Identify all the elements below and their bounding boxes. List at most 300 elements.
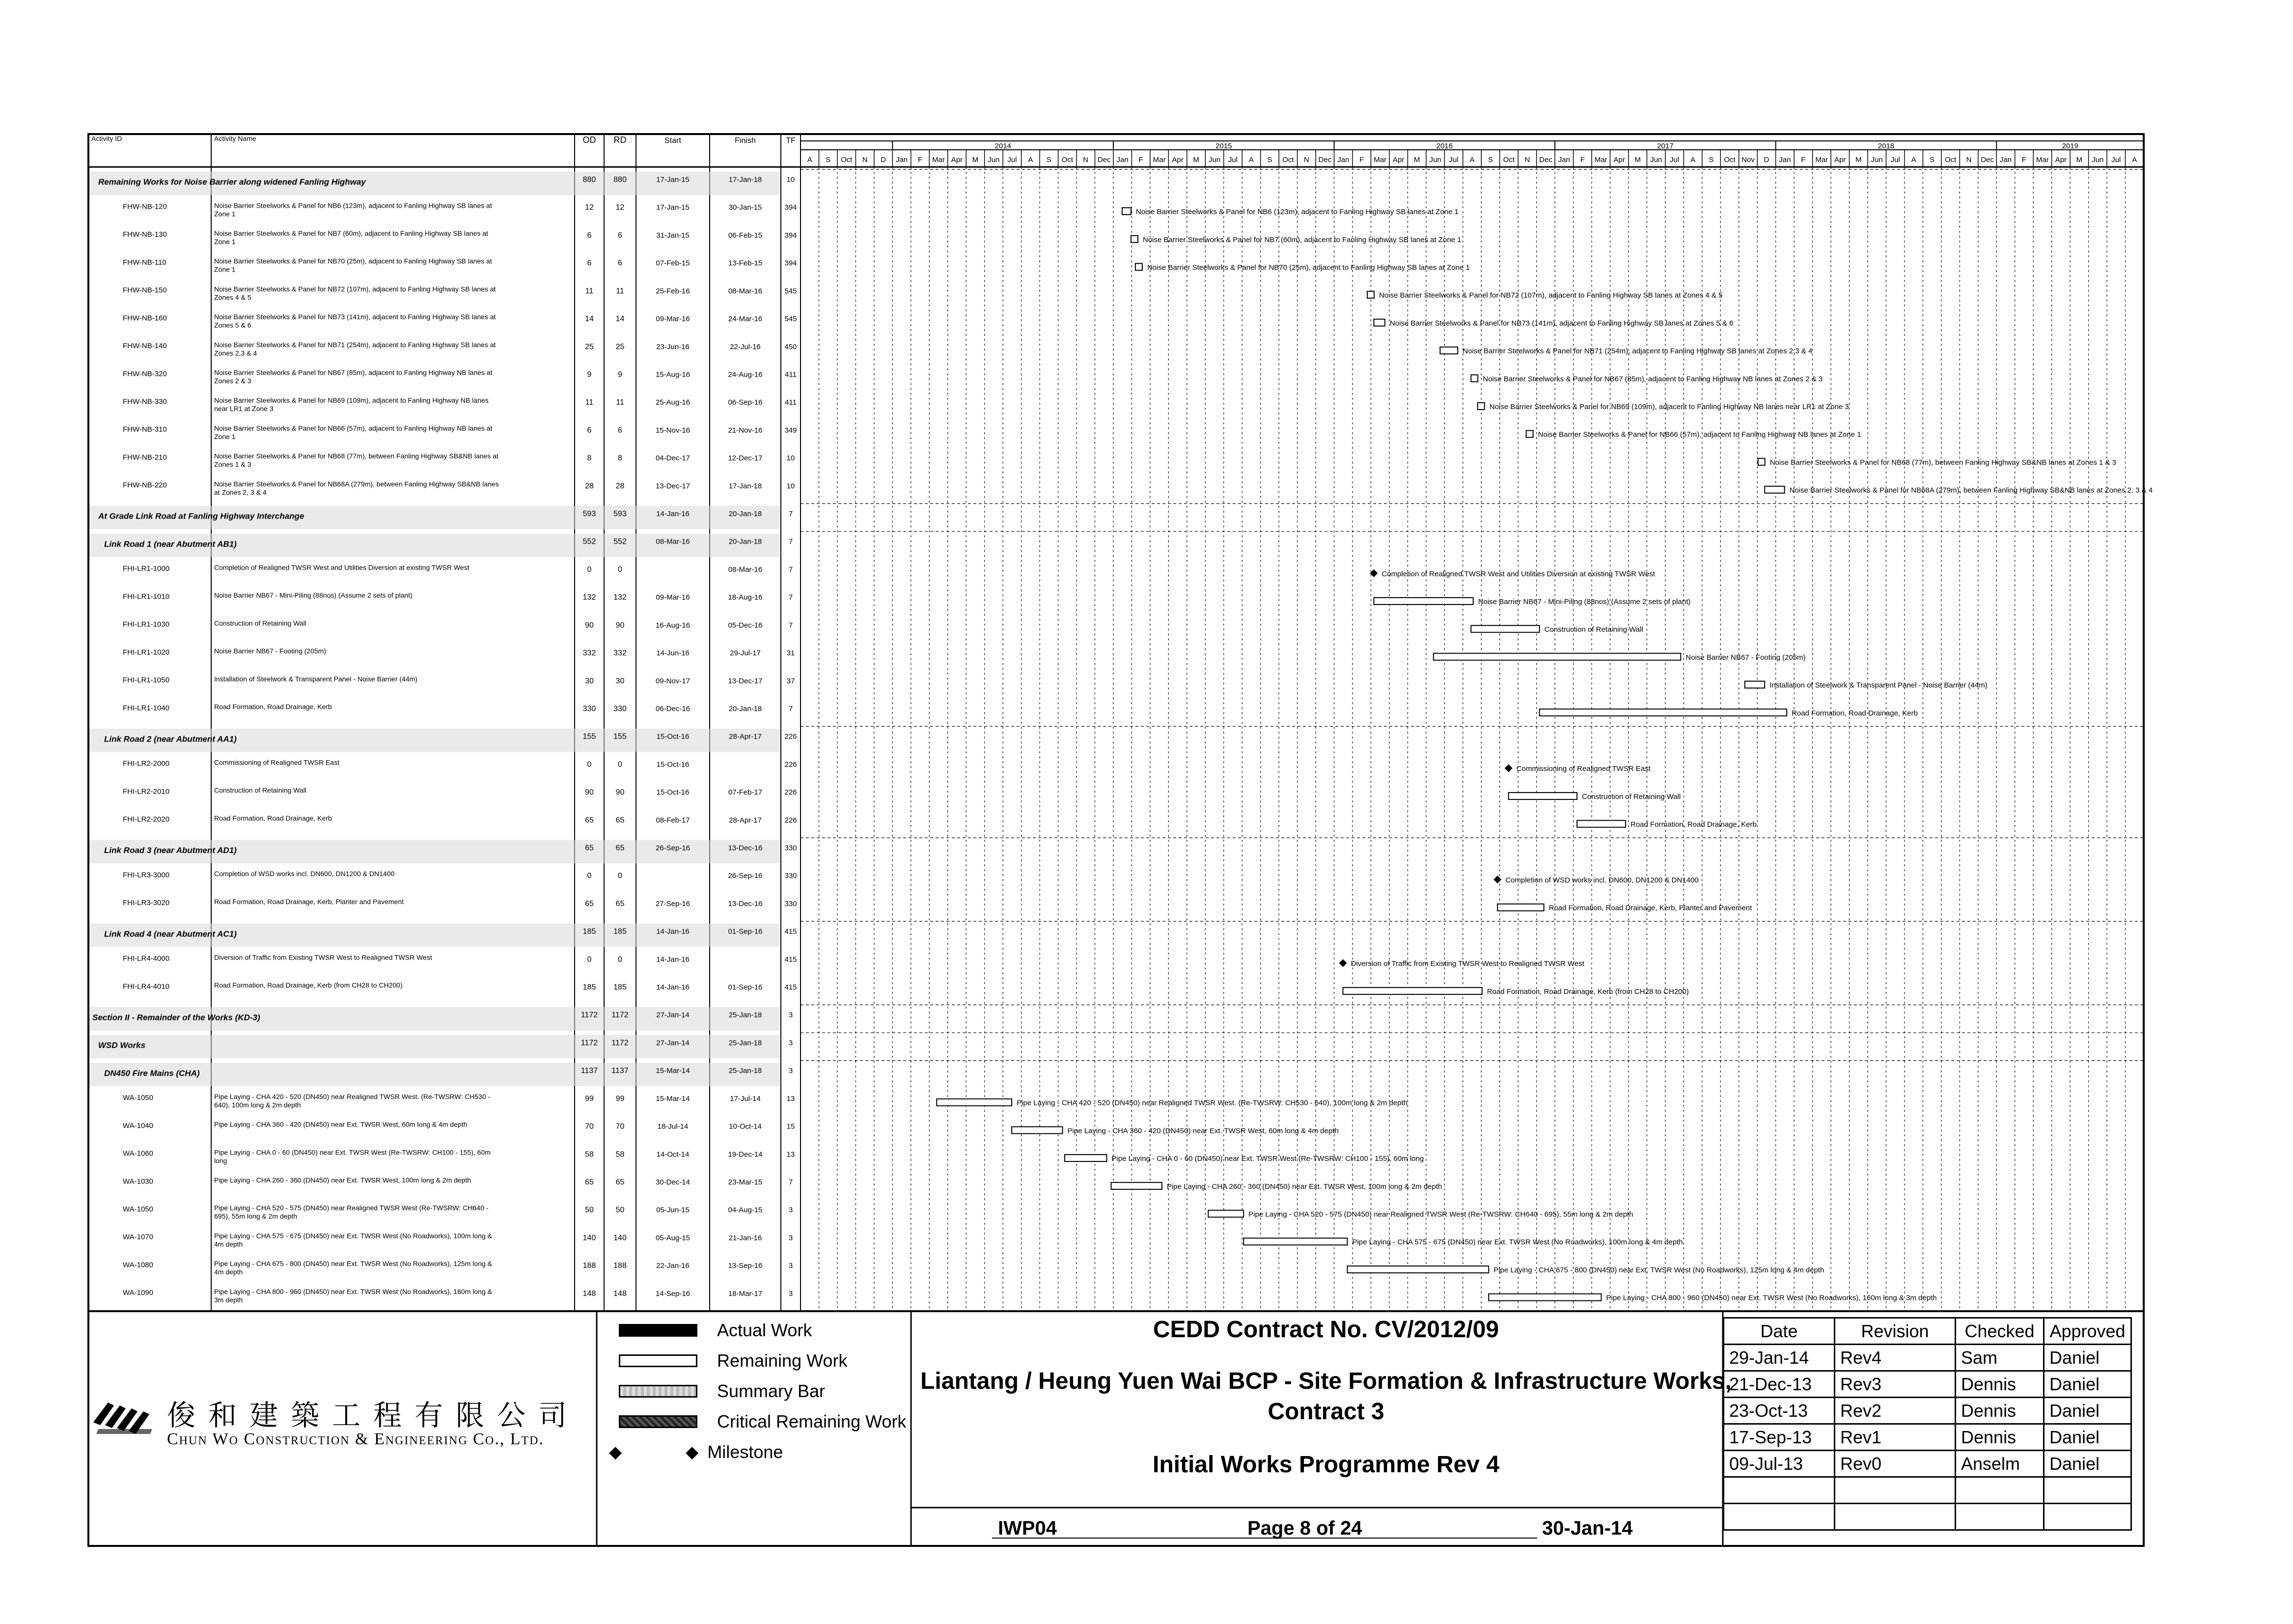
start-date-cell: 14-Jan-16 bbox=[656, 955, 690, 964]
activity-name-cell: 4m depth bbox=[214, 1268, 243, 1276]
contract-number: CEDD Contract No. CV/2012/09 bbox=[1153, 1317, 1499, 1343]
start-date-cell: 08-Mar-16 bbox=[656, 537, 690, 546]
column-header-activity-id: Activity ID bbox=[91, 135, 122, 142]
remaining-duration-cell: 30 bbox=[615, 677, 625, 686]
finish-date-cell: 25-Jan-18 bbox=[728, 1067, 762, 1075]
activity-name-cell: Noise Barrier Steelworks & Panel for NB73 (141m), adjacent to Fanling Highway SB lanes at bbox=[214, 313, 496, 321]
activity-bar bbox=[1111, 1183, 1161, 1189]
activity-bar bbox=[1478, 403, 1485, 410]
timescale-month-label: S bbox=[1709, 156, 1714, 164]
timescale-month-label: Oct bbox=[1944, 156, 1957, 164]
timescale-month-label: Jun bbox=[1650, 156, 1662, 164]
activity-bar bbox=[1745, 681, 1765, 688]
start-date-cell: 27-Jan-14 bbox=[656, 1039, 690, 1047]
activity-name-cell: Construction of Retaining Wall bbox=[214, 619, 306, 627]
remaining-duration-cell: 65 bbox=[615, 1178, 625, 1186]
company-name-chinese: 俊和建築工程有限公司 bbox=[167, 1399, 580, 1432]
remaining-duration-cell: 25 bbox=[615, 342, 625, 351]
total-float-cell: 13 bbox=[786, 1150, 795, 1159]
finish-date-cell: 25-Jan-18 bbox=[728, 1039, 762, 1047]
activity-bar-label: Road Formation, Road Drainage, Kerb bbox=[1630, 820, 1757, 829]
activity-name-cell: Pipe Laying - CHA 260 - 360 (DN450) near Ext. TWSR West, 100m long & 2m depth bbox=[214, 1176, 471, 1184]
total-float-cell: 7 bbox=[788, 565, 793, 574]
activity-id-cell: FHI-LR1-1040 bbox=[123, 704, 170, 713]
original-duration-cell: 99 bbox=[585, 1094, 594, 1103]
original-duration-cell: 90 bbox=[585, 621, 594, 630]
activity-name-cell: 4m depth bbox=[214, 1240, 243, 1248]
total-float-cell: 394 bbox=[784, 231, 797, 240]
timescale-month-label: S bbox=[1046, 156, 1051, 164]
timescale-month-label: A bbox=[1690, 156, 1696, 164]
activity-id-cell: FHW-NB-210 bbox=[123, 453, 167, 462]
start-date-cell: 14-Jan-16 bbox=[656, 983, 690, 992]
total-float-cell: 415 bbox=[784, 927, 797, 936]
start-date-cell: 15-Nov-16 bbox=[655, 426, 691, 435]
activity-bar bbox=[1489, 1294, 1601, 1301]
timescale-month-label: Dec bbox=[1097, 156, 1111, 164]
original-duration-cell: 0 bbox=[587, 955, 592, 964]
activity-id-cell: FHW-NB-140 bbox=[123, 342, 167, 351]
activity-name-cell: Road Formation, Road Drainage, Kerb (from CH28 to CH200) bbox=[214, 981, 403, 990]
activity-bar bbox=[1497, 904, 1544, 911]
activity-bar-label: Pipe Laying - CHA 520 - 575 (DN450) near Realigned TWSR West (Re-TWSRW: CH640 - 695), 55m long & 2m depth bbox=[1248, 1210, 1633, 1219]
document-code: IWP04 bbox=[998, 1517, 1057, 1539]
total-float-cell: 3 bbox=[788, 1039, 793, 1047]
original-duration-cell: 8 bbox=[587, 454, 592, 463]
activity-name-cell: Noise Barrier Steelworks & Panel for NB6 (123m), adjacent to Fanling Highway SB lanes at bbox=[214, 201, 492, 210]
start-date-cell: 16-Aug-16 bbox=[655, 621, 691, 630]
original-duration-cell: 552 bbox=[582, 537, 596, 546]
finish-date-cell: 28-Apr-17 bbox=[729, 816, 762, 825]
activity-name-cell: Zones 2 & 3 bbox=[214, 377, 251, 385]
timescale-month-label: Jan bbox=[1116, 156, 1129, 164]
revision-cell: Dennis bbox=[1956, 1424, 2044, 1451]
timescale-month-label: S bbox=[1930, 156, 1935, 164]
timescale-month-label: Jan bbox=[1999, 156, 2012, 164]
start-date-cell: 27-Jan-14 bbox=[656, 1011, 690, 1019]
timescale-month-label: D bbox=[1764, 156, 1769, 164]
activity-id-cell: FHI-LR3-3000 bbox=[123, 871, 170, 880]
timescale-month-label: M bbox=[972, 156, 979, 164]
activity-name-cell: Commissioning of Realigned TWSR East bbox=[214, 758, 339, 767]
timescale-month-label: Jan bbox=[1337, 156, 1350, 164]
total-float-cell: 7 bbox=[788, 1178, 793, 1186]
activity-bar-label: Noise Barrier Steelworks & Panel for NB67 (85m), adjacent to Fanling Highway NB lanes at Zones 2 & 3 bbox=[1483, 375, 1823, 384]
activity-bar-label: Pipe Laying - CHA 360 - 420 (DN450) near Ext. TWSR West, 60m long & 4m depth bbox=[1067, 1127, 1339, 1135]
activity-bar bbox=[1367, 291, 1374, 298]
finish-date-cell: 20-Jan-18 bbox=[728, 537, 762, 546]
total-float-cell: 15 bbox=[786, 1122, 795, 1131]
total-float-cell: 349 bbox=[784, 426, 797, 435]
finish-date-cell: 18-Aug-16 bbox=[728, 593, 763, 602]
timescale-month-label: Jul bbox=[1007, 156, 1017, 164]
finish-date-cell: 01-Sep-16 bbox=[728, 983, 763, 992]
activity-name-cell: near LR1 at Zone 3 bbox=[214, 405, 274, 413]
start-date-cell: 17-Jan-15 bbox=[656, 203, 690, 212]
timescale-month-label: A bbox=[1028, 156, 1033, 164]
activity-bar-label: Pipe Laying - CHA 420 - 520 (DN450) near Realigned TWSR West. (Re-TWSRW: CH530 - 640), 100m long & 2m depth bbox=[1017, 1099, 1408, 1107]
timescale-month-label: Apr bbox=[1613, 156, 1625, 164]
activity-bar bbox=[1122, 208, 1131, 215]
activity-id-cell: WA-1090 bbox=[123, 1289, 153, 1297]
activity-bar bbox=[1012, 1127, 1062, 1133]
timescale-month-label: Apr bbox=[1392, 156, 1405, 164]
activity-name-cell: Zones 2,3 & 4 bbox=[214, 349, 257, 357]
activity-id-cell: FHI-LR4-4010 bbox=[123, 982, 170, 991]
total-float-cell: 3 bbox=[788, 1206, 793, 1214]
milestone-marker bbox=[1493, 876, 1501, 883]
legend-label: Summary Bar bbox=[717, 1381, 826, 1401]
total-float-cell: 415 bbox=[784, 955, 797, 964]
timescale-month-label: Apr bbox=[1172, 156, 1184, 164]
original-duration-cell: 185 bbox=[582, 983, 596, 992]
timescale-month-label: Mar bbox=[932, 156, 945, 164]
column-header-od: OD bbox=[582, 135, 596, 145]
activity-bar bbox=[1526, 431, 1533, 438]
activity-bar-label: Pipe Laying - CHA 575 - 675 (DN450) near Ext. TWSR West (No Roadworks), 100m long & 4m depth bbox=[1352, 1238, 1683, 1247]
timescale-month-label: M bbox=[2076, 156, 2083, 164]
milestone-icon: ◆ bbox=[609, 1443, 622, 1461]
total-float-cell: 394 bbox=[784, 259, 797, 268]
start-date-cell: 15-Oct-16 bbox=[656, 788, 690, 797]
timescale-month-label: N bbox=[1303, 156, 1309, 164]
remaining-duration-cell: 552 bbox=[613, 537, 627, 546]
timescale-month-label: Jul bbox=[2111, 156, 2121, 164]
timescale-month-label: Dec bbox=[1539, 156, 1552, 164]
activity-name-cell: at Zones 2, 3 & 4 bbox=[214, 488, 267, 496]
timescale-year-label: 2014 bbox=[995, 142, 1011, 150]
activity-bar-label: Noise Barrier Steelworks & Panel for NB72 (107m), adjacent to Fanling Highway SB lanes at Zones 4 & 5 bbox=[1379, 291, 1723, 300]
finish-date-cell: 10-Oct-14 bbox=[729, 1122, 762, 1131]
activity-bar-label: Noise Barrier Steelworks & Panel for NB71 (254m), adjacent to Fanling Highway SB lanes at Zones 2,3 & 4 bbox=[1463, 347, 1813, 356]
start-date-cell: 17-Jan-15 bbox=[656, 175, 690, 184]
original-duration-cell: 1172 bbox=[580, 1039, 598, 1047]
total-float-cell: 10 bbox=[786, 175, 795, 184]
activity-id-cell: FHI-LR2-2000 bbox=[123, 759, 170, 768]
revision-cell: 23-Oct-13 bbox=[1724, 1398, 1835, 1424]
column-header-tf: TF bbox=[786, 137, 796, 145]
timescale-month-label: Mar bbox=[2036, 156, 2049, 164]
activity-name-cell: 695), 55m long & 2m depth bbox=[214, 1212, 297, 1220]
timescale-month-label: Jan bbox=[1779, 156, 1791, 164]
activity-bar-label: Noise Barrier Steelworks & Panel for NB69 (109m), adjacent to Fanling Highway NB lanes near LR1 at Zone 3 bbox=[1489, 403, 1849, 412]
milestone-icon: ◆ bbox=[686, 1443, 699, 1461]
issue-date: 30-Jan-14 bbox=[1542, 1517, 1633, 1539]
timescale-month-label: M bbox=[1413, 156, 1420, 164]
remaining-duration-cell: 6 bbox=[618, 231, 622, 240]
activity-name-cell: Pipe Laying - CHA 675 - 800 (DN450) near Ext. TWSR West (No Roadworks), 125m long & bbox=[214, 1260, 492, 1268]
remaining-duration-cell: 90 bbox=[615, 788, 625, 797]
original-duration-cell: 593 bbox=[582, 510, 596, 519]
activity-id-cell: FHW-NB-320 bbox=[123, 369, 167, 378]
activity-bar bbox=[1343, 988, 1482, 994]
activity-id-cell: FHW-NB-110 bbox=[123, 258, 166, 267]
activity-name-cell: Noise Barrier Steelworks & Panel for NB70 (25m), adjacent to Fanling Highway SB lanes at bbox=[214, 257, 492, 265]
activity-name-cell: Pipe Laying - CHA 360 - 420 (DN450) near Ext. TWSR West, 60m long & 4m depth bbox=[214, 1120, 468, 1129]
timescale-month-label: Jul bbox=[1228, 156, 1238, 164]
original-duration-cell: 6 bbox=[587, 231, 592, 240]
finish-date-cell: 30-Jan-15 bbox=[728, 203, 762, 212]
timescale-month-label: S bbox=[1488, 156, 1493, 164]
revision-cell: Dennis bbox=[1956, 1398, 2044, 1424]
activity-name-cell: Pipe Laying - CHA 800 - 960 (DN450) near Ext. TWSR West (No Roadworks), 160m long & bbox=[214, 1287, 492, 1295]
total-float-cell: 411 bbox=[785, 370, 797, 379]
timescale-month-label: Oct bbox=[1724, 156, 1736, 164]
original-duration-cell: 25 bbox=[585, 342, 594, 351]
timescale-month-label: Jul bbox=[1449, 156, 1459, 164]
remaining-duration-cell: 11 bbox=[616, 287, 624, 296]
total-float-cell: 13 bbox=[786, 1094, 795, 1103]
remaining-duration-cell: 14 bbox=[615, 315, 625, 324]
remaining-duration-cell: 185 bbox=[613, 983, 627, 992]
remaining-duration-cell: 9 bbox=[618, 370, 622, 379]
finish-date-cell: 28-Apr-17 bbox=[729, 732, 762, 741]
start-date-cell: 31-Jan-15 bbox=[656, 231, 690, 240]
start-date-cell: 14-Jun-16 bbox=[656, 649, 690, 658]
total-float-cell: 226 bbox=[784, 732, 797, 741]
finish-date-cell: 20-Jan-18 bbox=[728, 510, 762, 519]
timescale-month-label: F bbox=[1359, 156, 1364, 164]
revision-cell: 17-Sep-13 bbox=[1724, 1424, 1835, 1451]
start-date-cell: 15-Mar-14 bbox=[656, 1094, 690, 1103]
activity-bar bbox=[1758, 458, 1765, 465]
start-date-cell: 04-Dec-17 bbox=[655, 454, 691, 463]
activity-bar-label: Completion of Realigned TWSR West and Utilities Diversion at existing TWSR West bbox=[1381, 570, 1656, 578]
activity-id-cell: FHW-NB-150 bbox=[123, 286, 167, 295]
finish-date-cell: 20-Jan-18 bbox=[728, 704, 762, 713]
timescale-month-label: F bbox=[1801, 156, 1806, 164]
activity-id-cell: WA-1050 bbox=[123, 1094, 153, 1102]
revision-header: Checked bbox=[1956, 1318, 2044, 1345]
total-float-cell: 330 bbox=[784, 872, 797, 881]
start-date-cell: 09-Nov-17 bbox=[655, 677, 691, 686]
timescale-month-label: Jul bbox=[1890, 156, 1900, 164]
start-date-cell: 27-Sep-16 bbox=[655, 899, 691, 908]
total-float-cell: 226 bbox=[784, 760, 797, 769]
original-duration-cell: 0 bbox=[587, 565, 592, 574]
timescale-month-label: Apr bbox=[1834, 156, 1846, 164]
revision-header: Date bbox=[1724, 1318, 1835, 1345]
total-float-cell: 226 bbox=[784, 816, 797, 825]
original-duration-cell: 155 bbox=[582, 732, 596, 741]
original-duration-cell: 12 bbox=[585, 203, 594, 212]
activity-bar bbox=[1243, 1238, 1347, 1245]
activity-bar bbox=[1765, 486, 1784, 493]
original-duration-cell: 70 bbox=[585, 1122, 594, 1131]
remaining-duration-cell: 58 bbox=[615, 1150, 625, 1159]
revision-cell: Rev4 bbox=[1835, 1345, 1956, 1371]
activity-bar bbox=[1440, 347, 1458, 354]
timescale-month-label: Mar bbox=[1153, 156, 1166, 164]
activity-name-cell: Noise Barrier Steelworks & Panel for NB71 (254m), adjacent to Fanling Highway SB lanes at bbox=[214, 340, 496, 349]
finish-date-cell: 12-Dec-17 bbox=[728, 454, 763, 463]
activity-name-cell: Road Formation, Road Drainage, Kerb bbox=[214, 702, 332, 711]
remaining-duration-cell: 185 bbox=[613, 927, 627, 936]
total-float-cell: 37 bbox=[786, 677, 795, 686]
start-date-cell: 25-Feb-16 bbox=[656, 287, 690, 296]
timescale-month-label: Oct bbox=[1503, 156, 1515, 164]
remaining-duration-cell: 6 bbox=[618, 259, 622, 268]
activity-name-cell: Noise Barrier Steelworks & Panel for NB72 (107m), adjacent to Fanling Highway SB lanes at bbox=[214, 285, 496, 293]
original-duration-cell: 1137 bbox=[580, 1067, 598, 1075]
activity-id-cell: FHI-LR1-1010 bbox=[123, 592, 170, 601]
remaining-duration-cell: 188 bbox=[613, 1262, 627, 1270]
finish-date-cell: 17-Jan-18 bbox=[728, 175, 762, 184]
programme-title: Initial Works Programme Rev 4 bbox=[1152, 1452, 1500, 1478]
timescale-month-label: D bbox=[881, 156, 886, 164]
activity-bar-label: Noise Barrier Steelworks & Panel for NB7 (60m), adjacent to Fanling Highway SB lanes at Zone 1 bbox=[1142, 235, 1462, 244]
start-date-cell: 26-Sep-16 bbox=[655, 844, 691, 853]
revision-cell: Dennis bbox=[1956, 1371, 2044, 1398]
activity-name-cell: Diversion of Traffic from Existing TWSR West to Realigned TWSR West bbox=[214, 953, 432, 962]
activity-bar-label: Construction of Retaining Wall bbox=[1582, 792, 1681, 801]
original-duration-cell: 14 bbox=[585, 315, 594, 324]
column-header-activity-name: Activity Name bbox=[214, 135, 256, 142]
activity-name-cell: Noise Barrier Steelworks & Panel for NB69 (109m), adjacent to Fanling Highway NB lanes bbox=[214, 396, 489, 405]
total-float-cell: 10 bbox=[786, 482, 795, 491]
activity-id-cell: FHI-LR2-2020 bbox=[123, 815, 170, 824]
timescale-month-label: Apr bbox=[2055, 156, 2067, 164]
remaining-duration-cell: 11 bbox=[616, 398, 624, 407]
activity-bar bbox=[1347, 1266, 1489, 1273]
remaining-duration-cell: 1172 bbox=[611, 1039, 629, 1047]
activity-name-cell: Construction of Retaining Wall bbox=[214, 786, 306, 795]
revision-cell: Daniel bbox=[2044, 1451, 2131, 1477]
timescale-month-label: Jan bbox=[1558, 156, 1570, 164]
start-date-cell: 09-Mar-16 bbox=[656, 593, 690, 602]
original-duration-cell: 185 bbox=[582, 927, 596, 936]
remaining-duration-cell: 28 bbox=[615, 482, 625, 491]
revision-cell: Rev3 bbox=[1835, 1371, 1956, 1398]
finish-date-cell: 23-Mar-15 bbox=[728, 1178, 763, 1186]
remaining-duration-cell: 1172 bbox=[611, 1011, 629, 1019]
timescale-year-label: 2018 bbox=[1878, 142, 1895, 150]
activity-bar-label: Pipe Laying - CHA 675 - 800 (DN450) near Ext. TWSR West (No Roadworks), 125m long & 4m depth bbox=[1493, 1266, 1824, 1274]
activity-name-cell: Installation of Steelwork & Transparent Panel - Noise Barrier (44m) bbox=[214, 675, 417, 683]
column-header-rd: RD bbox=[613, 135, 627, 145]
activity-bar-label: Installation of Steelwork & Transparent Panel - Noise Barrier (44m) bbox=[1769, 681, 1988, 690]
total-float-cell: 545 bbox=[784, 287, 797, 296]
remaining-duration-cell: 65 bbox=[615, 899, 625, 908]
group-row-title: Section II - Remainder of the Works (KD-3) bbox=[92, 1013, 260, 1022]
original-duration-cell: 30 bbox=[585, 677, 594, 686]
activity-name-cell: Pipe Laying - CHA 0 - 60 (DN450) near Ext. TWSR West (Re-TWSRW: CH100 - 155), 60m bbox=[214, 1148, 491, 1156]
finish-date-cell: 01-Sep-16 bbox=[728, 927, 763, 936]
remaining-duration-cell: 12 bbox=[615, 203, 625, 212]
remaining-duration-cell: 330 bbox=[613, 704, 627, 713]
finish-date-cell: 13-Dec-16 bbox=[728, 844, 763, 853]
activity-name-cell: Noise Barrier Steelworks & Panel for NB67 (85m), adjacent to Fanling Highway NB lanes at bbox=[214, 368, 493, 377]
start-date-cell: 14-Jan-16 bbox=[656, 510, 690, 519]
activity-bar-label: Noise Barrier Steelworks & Panel for NB68A (279m), between Fanling Highway SB&NB lanes at Zones 2, 3 & 4 bbox=[1789, 486, 2153, 495]
activity-name-cell: Completion of Realigned TWSR West and Utilities Diversion at existing TWSR West bbox=[214, 563, 470, 572]
activity-name-cell: Pipe Laying - CHA 420 - 520 (DN450) near Realigned TWSR West. (Re-TWSRW: CH530 - bbox=[214, 1092, 491, 1101]
finish-date-cell: 21-Nov-16 bbox=[728, 426, 763, 435]
original-duration-cell: 1172 bbox=[580, 1011, 598, 1019]
activity-id-cell: WA-1050 bbox=[123, 1205, 153, 1213]
original-duration-cell: 0 bbox=[587, 872, 592, 881]
finish-date-cell: 06-Sep-16 bbox=[728, 398, 763, 407]
milestone-marker bbox=[1505, 764, 1513, 772]
activity-name-cell: Zones 5 & 6 bbox=[214, 321, 251, 330]
start-date-cell: 18-Jul-14 bbox=[657, 1122, 689, 1131]
timescale-month-label: M bbox=[1634, 156, 1641, 164]
legend-label: Critical Remaining Work bbox=[717, 1411, 907, 1431]
activity-name-cell: Road Formation, Road Drainage, Kerb, Planter and Pavement bbox=[214, 897, 404, 906]
activity-id-cell: FHW-NB-220 bbox=[123, 481, 167, 490]
finish-date-cell: 21-Jan-16 bbox=[728, 1234, 762, 1242]
revision-cell: Daniel bbox=[2044, 1398, 2131, 1424]
activity-name-cell: Zone 1 bbox=[214, 237, 236, 246]
activity-id-cell: FHI-LR1-1030 bbox=[123, 620, 170, 629]
revision-cell: 29-Jan-14 bbox=[1724, 1345, 1835, 1371]
activity-name-cell: Zones 4 & 5 bbox=[214, 293, 251, 302]
timescale-month-label: A bbox=[2132, 156, 2137, 164]
activity-bar bbox=[1434, 653, 1681, 660]
activity-name-cell: Completion of WSD works incl. DN600, DN1200 & DN1400 bbox=[214, 870, 395, 878]
activity-id-cell: FHI-LR1-1050 bbox=[123, 676, 170, 685]
total-float-cell: 7 bbox=[788, 621, 793, 630]
timescale-year-label: 2016 bbox=[1436, 142, 1453, 150]
activity-bar-label: Noise Barrier Steelworks & Panel for NB73 (141m), adjacent to Fanling Highway SB lanes at Zones 5 & 6 bbox=[1389, 319, 1734, 328]
remaining-duration-cell: 50 bbox=[615, 1206, 625, 1214]
timescale-month-label: Oct bbox=[1061, 156, 1073, 164]
timescale-month-label: M bbox=[1855, 156, 1862, 164]
activity-bar-label: Noise Barrier Steelworks & Panel for NB70 (25m), adjacent to Fanling Highway SB lanes at Zone 1 bbox=[1147, 263, 1470, 272]
timescale-month-label: Mar bbox=[1815, 156, 1828, 164]
finish-date-cell: 19-Dec-14 bbox=[728, 1150, 763, 1159]
revision-header: Revision bbox=[1835, 1318, 1956, 1345]
revision-cell: 21-Dec-13 bbox=[1724, 1371, 1835, 1398]
finish-date-cell: 04-Aug-15 bbox=[728, 1206, 763, 1214]
total-float-cell: 415 bbox=[784, 983, 797, 992]
activity-id-cell: WA-1080 bbox=[123, 1261, 153, 1269]
revision-cell: Sam bbox=[1956, 1345, 2044, 1371]
timescale-month-label: N bbox=[1524, 156, 1530, 164]
activity-bar bbox=[937, 1099, 1012, 1106]
column-header-start: Start bbox=[664, 137, 681, 145]
timescale-month-label: S bbox=[826, 156, 831, 164]
finish-date-cell: 17-Jan-18 bbox=[728, 482, 762, 491]
start-date-cell: 08-Feb-17 bbox=[656, 816, 690, 825]
total-float-cell: 3 bbox=[788, 1234, 793, 1242]
total-float-cell: 7 bbox=[788, 593, 793, 602]
activity-name-cell: Noise Barrier Steelworks & Panel for NB7 (60m), adjacent to Fanling Highway SB lanes at bbox=[214, 229, 488, 237]
revision-cell: Daniel bbox=[2044, 1371, 2131, 1398]
finish-date-cell: 17-Jul-14 bbox=[730, 1094, 761, 1103]
timescale-month-label: F bbox=[2021, 156, 2027, 164]
activity-bar bbox=[1540, 709, 1787, 716]
start-date-cell: 15-Mar-14 bbox=[656, 1067, 690, 1075]
start-date-cell: 05-Jun-15 bbox=[656, 1206, 690, 1214]
timescale-month-label: A bbox=[1911, 156, 1916, 164]
finish-date-cell: 06-Feb-15 bbox=[728, 231, 763, 240]
original-duration-cell: 880 bbox=[582, 175, 596, 184]
activity-bar bbox=[1374, 598, 1473, 605]
group-row-title: At Grade Link Road at Fanling Highway Interchange bbox=[98, 511, 304, 521]
activity-bar-label: Road Formation, Road Drainage, Kerb bbox=[1792, 709, 1918, 717]
remaining-duration-cell: 0 bbox=[618, 565, 622, 574]
timescale-month-label: Jun bbox=[1208, 156, 1221, 164]
finish-date-cell: 13-Sep-16 bbox=[728, 1262, 763, 1270]
remaining-duration-cell: 8 bbox=[618, 454, 622, 463]
start-date-cell: 30-Dec-14 bbox=[655, 1178, 691, 1186]
activity-id-cell: WA-1030 bbox=[123, 1177, 153, 1186]
finish-date-cell: 08-Mar-16 bbox=[728, 565, 763, 574]
revision-cell: Rev2 bbox=[1835, 1398, 1956, 1424]
activity-name-cell: Noise Barrier Steelworks & Panel for NB68A (279m), between Fanling Highway SB&NB lanes bbox=[214, 480, 499, 488]
timescale-month-label: S bbox=[1267, 156, 1272, 164]
